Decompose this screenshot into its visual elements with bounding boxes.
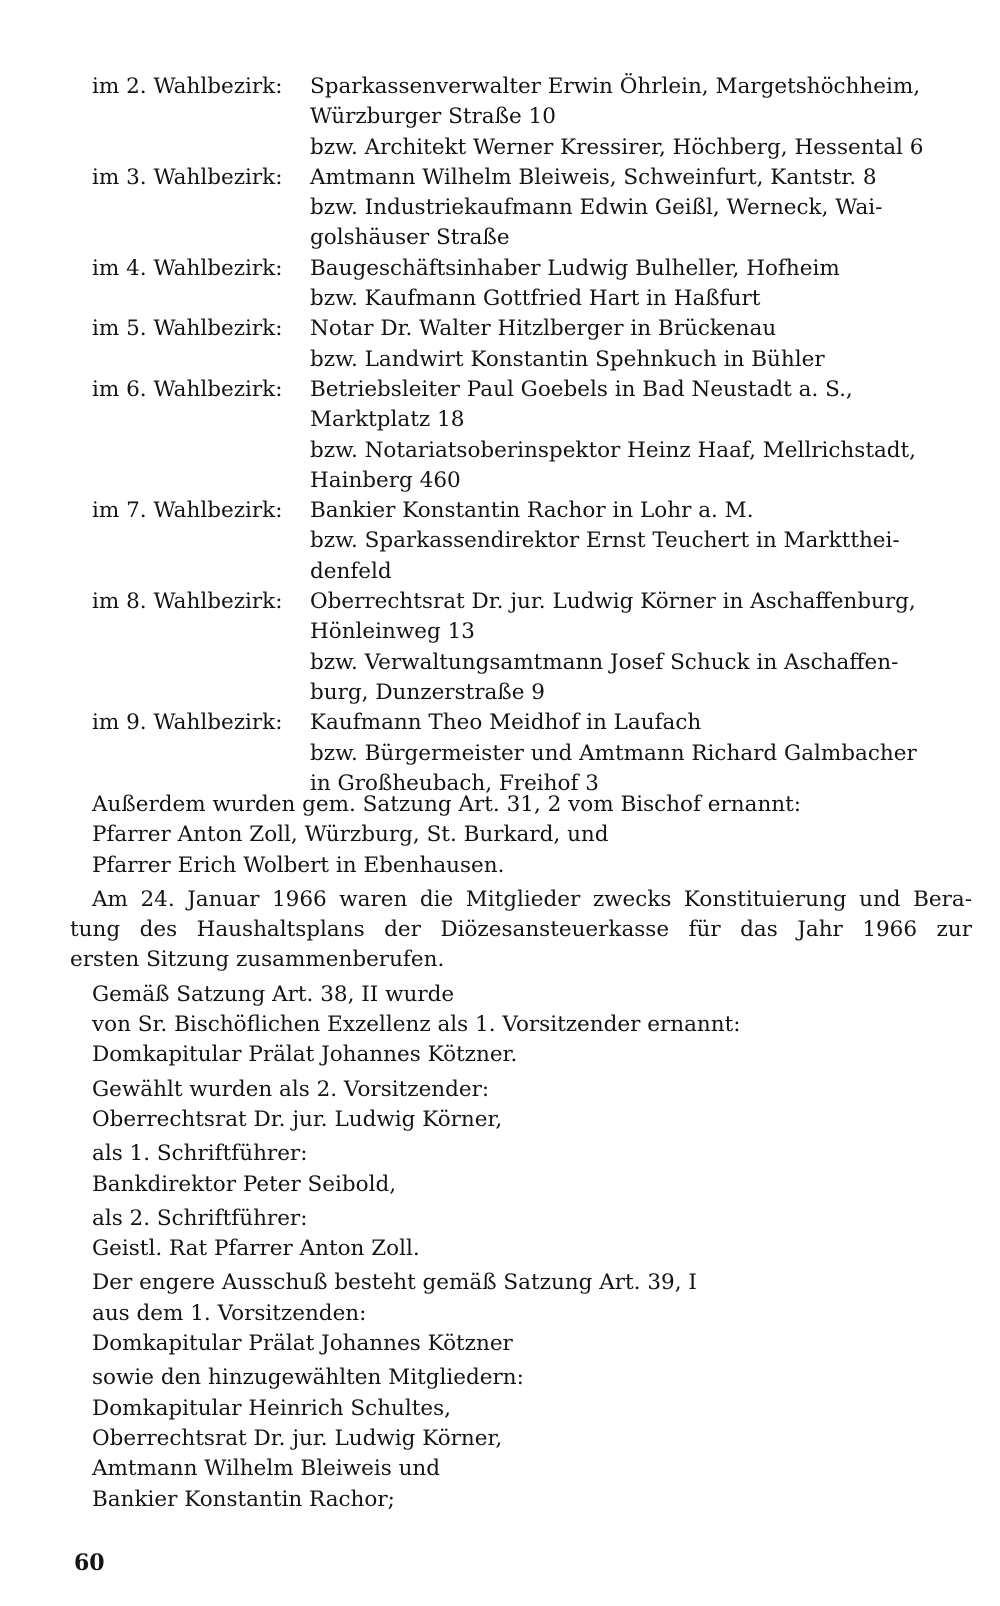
wahlbezirk-line: bzw. Kaufmann Gottfried Hart in Haßfurt [310, 286, 761, 312]
text-line: als 2. Schriftführer: [92, 1205, 308, 1231]
wahlbezirk-entry [92, 708, 972, 799]
wahlbezirk-label: im 6. Wahlbezirk: [92, 376, 283, 402]
document-body [70, 790, 972, 1515]
wahlbezirk-label: im 9. Wahlbezirk: [92, 710, 283, 736]
wahlbezirk-list [92, 72, 972, 799]
wahlbezirk-line: Hainberg 460 [310, 467, 461, 493]
text-line: Domkapitular Prälat Johannes Kötzner. [92, 1042, 518, 1068]
mitglieder-paragraph [92, 1363, 972, 1514]
wahlbezirk-line: Baugeschäftsinhaber Ludwig Bulheller, Hofheim [310, 255, 840, 281]
text-line: Bankdirektor Peter Seibold, [92, 1171, 397, 1197]
wahlbezirk-line: Betriebsleiter Paul Goebels in Bad Neustadt a. S., [310, 376, 853, 402]
wahlbezirk-line: Hönleinweg 13 [310, 619, 475, 645]
wahlbezirk-entry [92, 314, 972, 375]
text-line: Bankier Konstantin Rachor; [92, 1486, 395, 1512]
text-line: tung des Haushaltsplans der Diözesansteuerkasse für das Jahr 1966 zur [70, 917, 972, 943]
text-line: Pfarrer Erich Wolbert in Ebenhausen. [92, 852, 505, 878]
wahlbezirk-line: in Großheubach, Freihof 3 [310, 770, 599, 796]
wahlbezirk-label: im 4. Wahlbezirk: [92, 255, 283, 281]
text-line: Amtmann Wilhelm Bleiweis und [92, 1456, 441, 1482]
wahlbezirk-label: im 5. Wahlbezirk: [92, 316, 283, 342]
bischof-ernannt-paragraph [92, 790, 972, 881]
text-line: Pfarrer Anton Zoll, Würzburg, St. Burkard, und [92, 822, 609, 848]
wahlbezirk-entry [92, 375, 972, 496]
wahlbezirk-line: Oberrechtsrat Dr. jur. Ludwig Körner in Aschaffenburg, [310, 589, 916, 615]
wahlbezirk-line: Sparkassenverwalter Erwin Öhrlein, Margetshöchheim, [310, 74, 921, 99]
wahlbezirk-line: bzw. Industriekaufmann Edwin Geißl, Werneck, Wai- [310, 195, 883, 221]
text-line: Domkapitular Prälat Johannes Kötzner [92, 1331, 513, 1357]
text-line: Außerdem wurden gem. Satzung Art. 31, 2 vom Bischof ernannt: [92, 792, 802, 817]
text-line: Domkapitular Heinrich Schultes, [92, 1395, 451, 1421]
text-line: Oberrechtsrat Dr. jur. Ludwig Körner, [92, 1425, 503, 1451]
wahlbezirk-label: im 7. Wahlbezirk: [92, 498, 283, 524]
wahlbezirk-label: im 3. Wahlbezirk: [92, 164, 283, 190]
wahlbezirk-label: im 2. Wahlbezirk: [92, 74, 283, 99]
wahlbezirk-line: denfeld [310, 558, 392, 584]
ausschuss-paragraph [92, 1268, 972, 1359]
wahlbezirk-line: Bankier Konstantin Rachor in Lohr a. M. [310, 498, 754, 524]
text-line: Gewählt wurden als 2. Vorsitzender: [92, 1076, 490, 1102]
vorsitzender2-paragraph [92, 1075, 972, 1136]
wahlbezirk-label: im 8. Wahlbezirk: [92, 589, 283, 615]
text-line: Geistl. Rat Pfarrer Anton Zoll. [92, 1236, 420, 1262]
schriftfuehrer1-paragraph [92, 1139, 972, 1200]
wahlbezirk-line: Kaufmann Theo Meidhof in Laufach [310, 710, 702, 736]
wahlbezirk-line: Notar Dr. Walter Hitzlberger in Brückenau [310, 316, 777, 342]
text-line: sowie den hinzugewählten Mitgliedern: [92, 1365, 524, 1391]
text-line: Gemäß Satzung Art. 38, II wurde [92, 981, 455, 1007]
wahlbezirk-line: Würzburger Straße 10 [310, 104, 556, 130]
wahlbezirk-entry [92, 254, 972, 315]
page-number: 60 [74, 1550, 105, 1576]
wahlbezirk-line: bzw. Notariatsoberinspektor Heinz Haaf, Mellrichstadt, [310, 437, 917, 463]
wahlbezirk-line: Amtmann Wilhelm Bleiweis, Schweinfurt, Kantstr. 8 [310, 164, 877, 190]
wahlbezirk-entry [92, 163, 972, 254]
wahlbezirk-line: burg, Dunzerstraße 9 [310, 679, 545, 705]
text-line: ersten Sitzung zusammenberufen. [70, 947, 445, 973]
wahlbezirk-line: bzw. Verwaltungsamtmann Josef Schuck in Aschaffen- [310, 649, 899, 675]
wahlbezirk-entry [92, 587, 972, 708]
text-line: Am 24. Januar 1966 waren die Mitglieder zwecks Konstituierung und Bera- [92, 886, 972, 912]
vorsitzender1-paragraph [92, 980, 972, 1071]
wahlbezirk-line: bzw. Sparkassendirektor Ernst Teuchert in Marktthei- [310, 528, 900, 554]
wahlbezirk-line: golshäuser Straße [310, 225, 510, 251]
wahlbezirk-entry [92, 496, 972, 587]
wahlbezirk-line: bzw. Bürgermeister und Amtmann Richard Galmbacher [310, 740, 917, 766]
text-line: als 1. Schriftführer: [92, 1141, 308, 1167]
text-line: von Sr. Bischöflichen Exzellenz als 1. Vorsitzender ernannt: [92, 1012, 741, 1038]
wahlbezirk-line: bzw. Architekt Werner Kressirer, Höchberg, Hessental 6 [310, 134, 924, 160]
wahlbezirk-line: bzw. Landwirt Konstantin Spehnkuch in Bühler [310, 346, 825, 372]
wahlbezirk-line: Marktplatz 18 [310, 407, 465, 433]
schriftfuehrer2-paragraph [92, 1204, 972, 1265]
konstituierung-paragraph [70, 885, 972, 976]
text-line: aus dem 1. Vorsitzenden: [92, 1300, 367, 1326]
text-line: Oberrechtsrat Dr. jur. Ludwig Körner, [92, 1106, 503, 1132]
text-line: Der engere Ausschuß besteht gemäß Satzung Art. 39, I [92, 1270, 697, 1296]
wahlbezirk-entry [92, 72, 972, 163]
